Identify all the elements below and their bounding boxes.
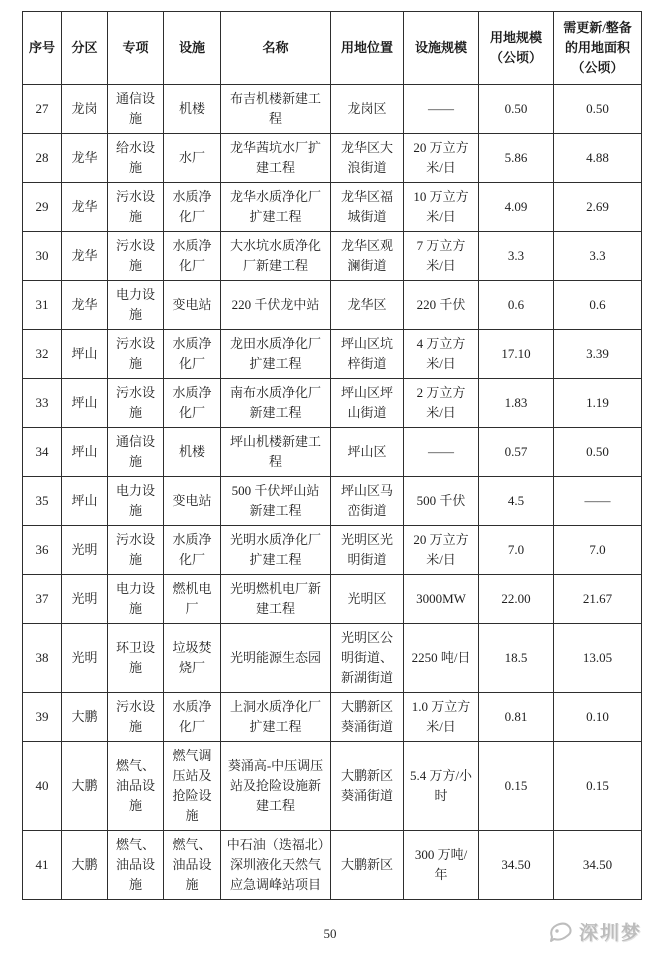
table-cell: 5.4 万方/小时 — [404, 742, 479, 831]
table-cell: 燃气、油品设施 — [108, 742, 164, 831]
table-cell: 220 千伏龙中站 — [221, 281, 331, 330]
table-cell: 水质净化厂 — [164, 232, 221, 281]
table-cell: 4.09 — [479, 183, 554, 232]
table-cell: 燃机电厂 — [164, 575, 221, 624]
table-cell: 7.0 — [554, 526, 642, 575]
watermark-logo-icon — [547, 920, 574, 944]
table-cell: 水厂 — [164, 134, 221, 183]
table-body — [23, 85, 642, 900]
table-cell: 4.88 — [554, 134, 642, 183]
table-cell: 0.50 — [554, 428, 642, 477]
table-cell: 13.05 — [554, 624, 642, 693]
table-cell: 3.3 — [479, 232, 554, 281]
table-cell: 29 — [23, 183, 62, 232]
table-cell: 34 — [23, 428, 62, 477]
table-cell: 27 — [23, 85, 62, 134]
table-cell: 龙田水质净化厂扩建工程 — [221, 330, 331, 379]
table-cell: 大水坑水质净化厂新建工程 — [221, 232, 331, 281]
table-cell: 龙华 — [62, 183, 108, 232]
table-cell: 龙华 — [62, 232, 108, 281]
table-cell: 34.50 — [554, 831, 642, 900]
table-cell: 坪山 — [62, 477, 108, 526]
table-cell: 0.15 — [479, 742, 554, 831]
table-cell: 坪山区马峦街道 — [331, 477, 404, 526]
table-cell: 大鹏新区葵涌街道 — [331, 693, 404, 742]
table-cell: 龙华区福城街道 — [331, 183, 404, 232]
table-cell: 光明燃机电厂新建工程 — [221, 575, 331, 624]
table-row — [23, 379, 642, 428]
table-row — [23, 624, 642, 693]
table-cell: 10 万立方米/日 — [404, 183, 479, 232]
table-cell: 20 万立方米/日 — [404, 134, 479, 183]
table-cell: 给水设施 — [108, 134, 164, 183]
table-row — [23, 693, 642, 742]
table-cell: 污水设施 — [108, 379, 164, 428]
page-number: 50 — [323, 926, 337, 941]
table-row — [23, 742, 642, 831]
table-cell: 17.10 — [479, 330, 554, 379]
table-cell: 5.86 — [479, 134, 554, 183]
watermark-label: 深圳梦 — [578, 923, 642, 944]
table-cell: 龙华 — [62, 281, 108, 330]
table-row — [23, 281, 642, 330]
table-cell: 污水设施 — [108, 183, 164, 232]
table-cell: 机楼 — [164, 428, 221, 477]
table-cell: 电力设施 — [108, 281, 164, 330]
table-cell: 7 万立方米/日 — [404, 232, 479, 281]
table-cell: 水质净化厂 — [164, 183, 221, 232]
table-cell: 光明区 — [331, 575, 404, 624]
table-cell: 环卫设施 — [108, 624, 164, 693]
table-cell: 40 — [23, 742, 62, 831]
table-cell: 光明能源生态园 — [221, 624, 331, 693]
table-cell: 坪山 — [62, 330, 108, 379]
table-cell: 中石油（迭福北）深圳液化天然气应急调峰站项目 — [221, 831, 331, 900]
table-cell: 污水设施 — [108, 232, 164, 281]
table-cell: 龙华区大浪街道 — [331, 134, 404, 183]
table-row — [23, 330, 642, 379]
table-cell: 0.81 — [479, 693, 554, 742]
table-cell: —— — [554, 477, 642, 526]
table-cell: 4.5 — [479, 477, 554, 526]
header-cell-5: 用地位置 — [331, 12, 404, 85]
table-cell: 0.15 — [554, 742, 642, 831]
table-cell: 上洞水质净化厂扩建工程 — [221, 693, 331, 742]
header-cell-3: 设施 — [164, 12, 221, 85]
table-row — [23, 575, 642, 624]
table-cell: 龙华水质净化厂扩建工程 — [221, 183, 331, 232]
table-cell: 32 — [23, 330, 62, 379]
header-cell-8: 需更新/整备的用地面积（公顷） — [554, 12, 642, 85]
table-cell: 大鹏 — [62, 831, 108, 900]
table-cell: 光明水质净化厂扩建工程 — [221, 526, 331, 575]
table-cell: 220 千伏 — [404, 281, 479, 330]
table-row — [23, 477, 642, 526]
table-cell: —— — [404, 428, 479, 477]
table-cell: 龙华区 — [331, 281, 404, 330]
table-cell: 0.50 — [554, 85, 642, 134]
table-cell: 坪山区坪山街道 — [331, 379, 404, 428]
header-cell-6: 设施规模 — [404, 12, 479, 85]
table-cell: 光明区公明街道、新湖街道 — [331, 624, 404, 693]
table-cell: 布吉机楼新建工程 — [221, 85, 331, 134]
table-cell: 通信设施 — [108, 428, 164, 477]
table-cell: 1.83 — [479, 379, 554, 428]
header-cell-1: 分区 — [62, 12, 108, 85]
table-cell: 41 — [23, 831, 62, 900]
table-cell: 39 — [23, 693, 62, 742]
table-cell: 污水设施 — [108, 526, 164, 575]
table-row — [23, 134, 642, 183]
table-cell: 大鹏 — [62, 693, 108, 742]
table-cell: 光明 — [62, 624, 108, 693]
table-cell: 0.50 — [479, 85, 554, 134]
table-cell: 燃气、油品设施 — [108, 831, 164, 900]
table-cell: 坪山 — [62, 379, 108, 428]
table-cell: 20 万立方米/日 — [404, 526, 479, 575]
table-cell: 31 — [23, 281, 62, 330]
table-row — [23, 831, 642, 900]
table-cell: 37 — [23, 575, 62, 624]
table-cell: 38 — [23, 624, 62, 693]
table-cell: 3.39 — [554, 330, 642, 379]
table-cell: 龙岗 — [62, 85, 108, 134]
table-cell: 4 万立方米/日 — [404, 330, 479, 379]
table-row — [23, 232, 642, 281]
table-cell: 34.50 — [479, 831, 554, 900]
table-cell: 0.6 — [479, 281, 554, 330]
table-cell: 500 千伏坪山站新建工程 — [221, 477, 331, 526]
table-cell: 坪山机楼新建工程 — [221, 428, 331, 477]
table-cell: 机楼 — [164, 85, 221, 134]
table-row — [23, 526, 642, 575]
table-cell: 通信设施 — [108, 85, 164, 134]
table-cell: 2 万立方米/日 — [404, 379, 479, 428]
table-cell: 7.0 — [479, 526, 554, 575]
table-cell: 30 — [23, 232, 62, 281]
table-cell: 2.69 — [554, 183, 642, 232]
table-cell: 光明 — [62, 575, 108, 624]
table-cell: 葵涌高-中压调压站及抢险设施新建工程 — [221, 742, 331, 831]
facilities-table — [22, 11, 642, 900]
table-cell: 南布水质净化厂新建工程 — [221, 379, 331, 428]
table-cell: 33 — [23, 379, 62, 428]
watermark — [547, 918, 642, 945]
table-row — [23, 85, 642, 134]
table-cell: 电力设施 — [108, 477, 164, 526]
table-cell: 燃气调压站及抢险设施 — [164, 742, 221, 831]
table-cell: 大鹏 — [62, 742, 108, 831]
table-cell: 0.10 — [554, 693, 642, 742]
table-cell: 大鹏新区葵涌街道 — [331, 742, 404, 831]
table-cell: 大鹏新区 — [331, 831, 404, 900]
table-cell: 1.0 万立方米/日 — [404, 693, 479, 742]
header-cell-7: 用地规模（公顷） — [479, 12, 554, 85]
table-cell: 垃圾焚烧厂 — [164, 624, 221, 693]
table-cell: 电力设施 — [108, 575, 164, 624]
table-cell: 污水设施 — [108, 330, 164, 379]
table-cell: 28 — [23, 134, 62, 183]
table-cell: 光明 — [62, 526, 108, 575]
table-cell: 水质净化厂 — [164, 379, 221, 428]
table-header-row — [23, 12, 642, 85]
table-cell: 1.19 — [554, 379, 642, 428]
header-cell-0: 序号 — [23, 12, 62, 85]
table-cell: 龙华区观澜街道 — [331, 232, 404, 281]
table-cell: 22.00 — [479, 575, 554, 624]
table-cell: 龙华茜坑水厂扩建工程 — [221, 134, 331, 183]
table-cell: 变电站 — [164, 281, 221, 330]
table-row — [23, 428, 642, 477]
table-cell: —— — [404, 85, 479, 134]
header-cell-2: 专项 — [108, 12, 164, 85]
table-cell: 3.3 — [554, 232, 642, 281]
table-cell: 3000MW — [404, 575, 479, 624]
table-cell: 变电站 — [164, 477, 221, 526]
table-cell: 坪山区 — [331, 428, 404, 477]
table-cell: 500 千伏 — [404, 477, 479, 526]
table-cell: 18.5 — [479, 624, 554, 693]
table-row — [23, 183, 642, 232]
header-cell-4: 名称 — [221, 12, 331, 85]
table-cell: 0.57 — [479, 428, 554, 477]
table-cell: 300 万吨/年 — [404, 831, 479, 900]
table-cell: 2250 吨/日 — [404, 624, 479, 693]
table-cell: 光明区光明街道 — [331, 526, 404, 575]
table-cell: 21.67 — [554, 575, 642, 624]
table-cell: 水质净化厂 — [164, 526, 221, 575]
table-cell: 水质净化厂 — [164, 693, 221, 742]
table-cell: 污水设施 — [108, 693, 164, 742]
table-cell: 坪山区坑梓街道 — [331, 330, 404, 379]
table-cell: 坪山 — [62, 428, 108, 477]
table-cell: 35 — [23, 477, 62, 526]
table-cell: 龙华 — [62, 134, 108, 183]
table-cell: 龙岗区 — [331, 85, 404, 134]
table-cell: 0.6 — [554, 281, 642, 330]
facilities-table-container — [22, 11, 642, 900]
table-cell: 燃气、油品设施 — [164, 831, 221, 900]
table-cell: 水质净化厂 — [164, 330, 221, 379]
table-cell: 36 — [23, 526, 62, 575]
